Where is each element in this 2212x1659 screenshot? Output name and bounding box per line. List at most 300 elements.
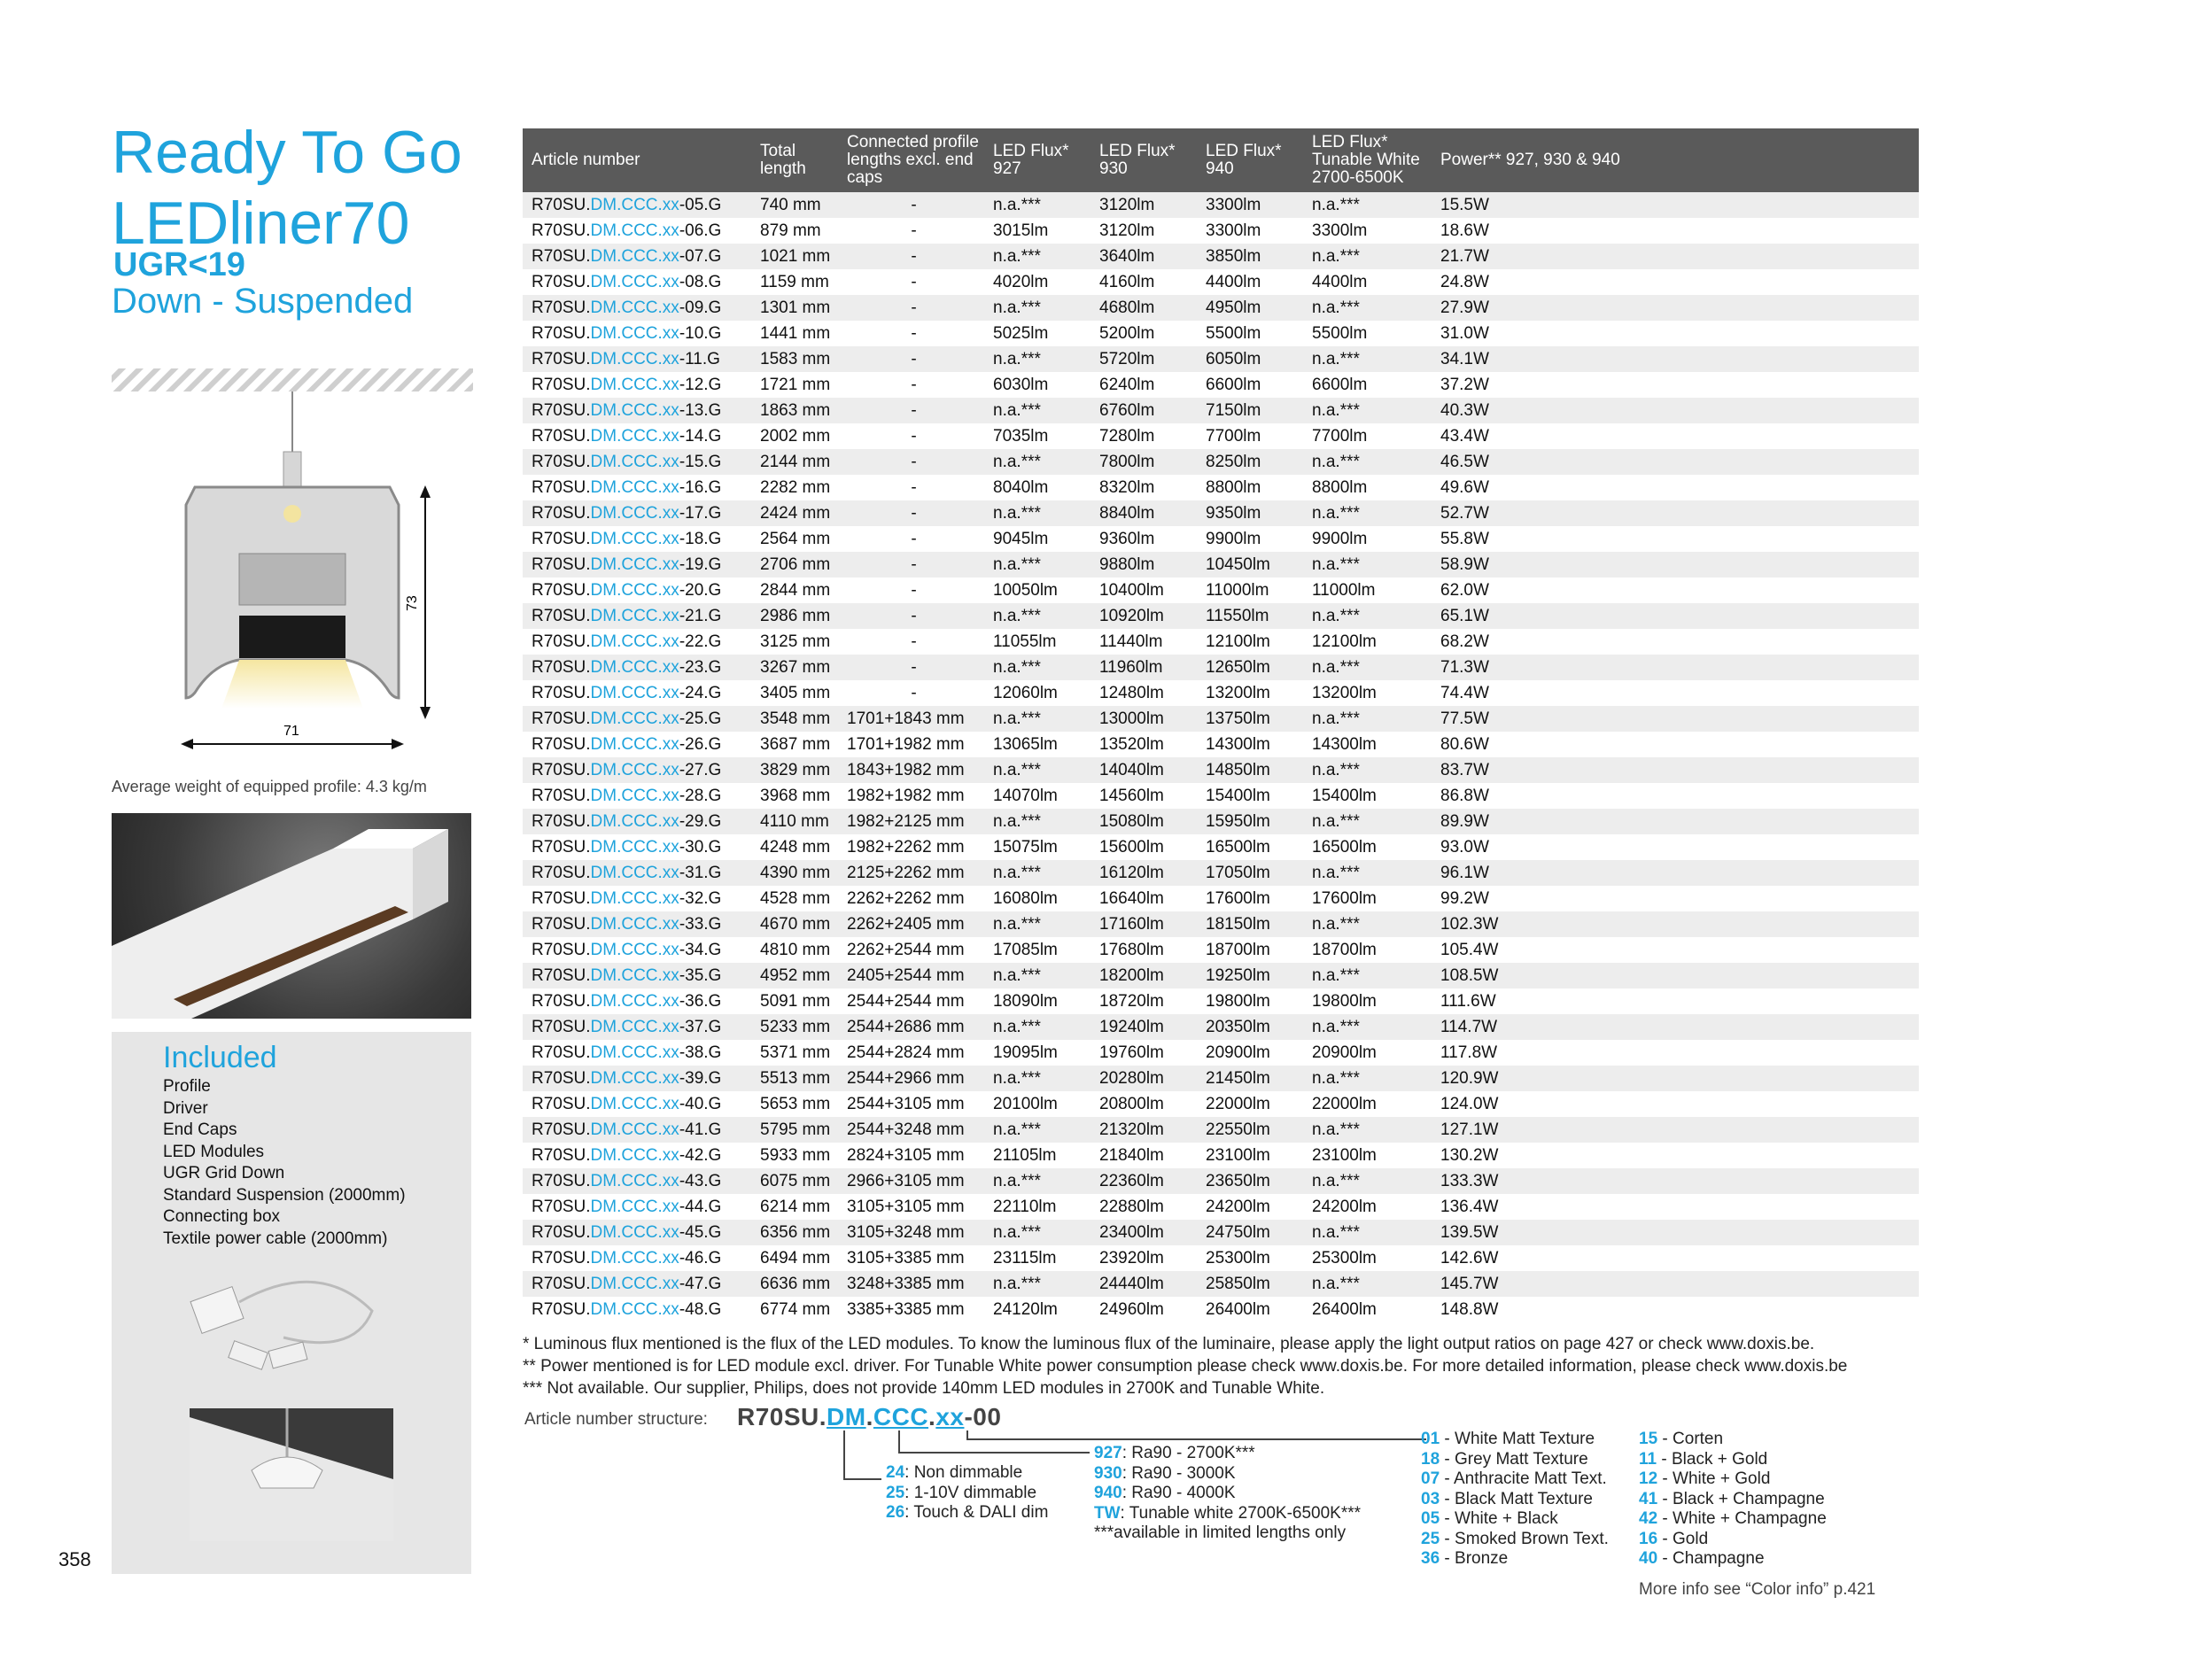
article-number-part: -36.G bbox=[679, 992, 722, 1011]
flux-927-cell: n.a.*** bbox=[984, 1220, 1090, 1245]
length-cell: 2844 mm bbox=[751, 578, 838, 603]
more-info-note: More info see “Color info” p.421 bbox=[1639, 1580, 1876, 1599]
article-number-part: DM.CCC.xx bbox=[590, 504, 679, 523]
legend-item: 25: 1-10V dimmable bbox=[886, 1483, 1037, 1502]
power-cell: 102.3W bbox=[1432, 911, 1919, 937]
flux-tw-cell: n.a.*** bbox=[1303, 963, 1432, 988]
length-cell: 2144 mm bbox=[751, 449, 838, 475]
flux-927-cell: 24120lm bbox=[984, 1297, 1090, 1322]
flux-tw-cell: 12100lm bbox=[1303, 629, 1432, 655]
length-cell: 6774 mm bbox=[751, 1297, 838, 1322]
length-cell: 3267 mm bbox=[751, 655, 838, 680]
table-row bbox=[523, 1297, 1919, 1322]
flux-930-cell: 6240lm bbox=[1090, 372, 1197, 398]
flux-930-cell: 21320lm bbox=[1090, 1117, 1197, 1143]
table-row bbox=[523, 1014, 1919, 1040]
flux-930-cell: 22360lm bbox=[1090, 1168, 1197, 1194]
flux-tw-cell: n.a.*** bbox=[1303, 1220, 1432, 1245]
length-cell: 3405 mm bbox=[751, 680, 838, 706]
article-number-part: -43.G bbox=[679, 1172, 722, 1190]
flux-tw-cell: 7700lm bbox=[1303, 423, 1432, 449]
flux-927-cell: n.a.*** bbox=[984, 860, 1090, 886]
profiles-cell: - bbox=[838, 449, 984, 475]
article-number-part: DM.CCC.xx bbox=[590, 607, 679, 625]
flux-940-cell: 8800lm bbox=[1197, 475, 1303, 500]
length-cell: 1583 mm bbox=[751, 346, 838, 372]
article-number-part: -19.G bbox=[679, 555, 722, 574]
power-cell: 31.0W bbox=[1432, 321, 1919, 346]
code-dot: . bbox=[928, 1403, 936, 1430]
article-number-cell bbox=[523, 1040, 751, 1066]
legend-item: 18 - Grey Matt Texture bbox=[1421, 1449, 1588, 1469]
article-number-cell bbox=[523, 834, 751, 860]
flux-tw-cell: 8800lm bbox=[1303, 475, 1432, 500]
flux-940-cell: 11550lm bbox=[1197, 603, 1303, 629]
article-number-part: DM.CCC.xx bbox=[590, 196, 679, 214]
profiles-cell: 2544+3248 mm bbox=[838, 1117, 984, 1143]
power-cell: 18.6W bbox=[1432, 218, 1919, 244]
article-number-part: DM.CCC.xx bbox=[590, 401, 679, 420]
power-cell: 71.3W bbox=[1432, 655, 1919, 680]
table-row bbox=[523, 1245, 1919, 1271]
flux-940-cell: 10450lm bbox=[1197, 552, 1303, 578]
article-number-part: R70SU. bbox=[532, 1198, 591, 1216]
footnotes bbox=[523, 1333, 1847, 1399]
flux-927-cell: n.a.*** bbox=[984, 655, 1090, 680]
article-number-part: R70SU. bbox=[532, 247, 591, 266]
profiles-cell: 2262+2405 mm bbox=[838, 911, 984, 937]
flux-930-cell: 19760lm bbox=[1090, 1040, 1197, 1066]
article-number-part: -30.G bbox=[679, 838, 722, 857]
article-number-part: DM.CCC.xx bbox=[590, 735, 679, 754]
article-number-cell bbox=[523, 552, 751, 578]
flux-940-cell: 14300lm bbox=[1197, 732, 1303, 757]
flux-927-cell: n.a.*** bbox=[984, 1117, 1090, 1143]
flux-930-cell: 14040lm bbox=[1090, 757, 1197, 783]
flux-927-cell: n.a.*** bbox=[984, 500, 1090, 526]
included-item: UGR Grid Down bbox=[163, 1164, 285, 1182]
power-cell: 74.4W bbox=[1432, 680, 1919, 706]
article-number-cell bbox=[523, 963, 751, 988]
flux-tw-cell: n.a.*** bbox=[1303, 244, 1432, 269]
power-cell: 145.7W bbox=[1432, 1271, 1919, 1297]
flux-930-cell: 15600lm bbox=[1090, 834, 1197, 860]
included-item: Connecting box bbox=[163, 1207, 281, 1226]
flux-940-cell: 6050lm bbox=[1197, 346, 1303, 372]
article-number-cell bbox=[523, 244, 751, 269]
table-row bbox=[523, 834, 1919, 860]
flux-927-cell: n.a.*** bbox=[984, 192, 1090, 218]
profiles-cell: 2966+3105 mm bbox=[838, 1168, 984, 1194]
profiles-cell: 2405+2544 mm bbox=[838, 963, 984, 988]
flux-930-cell: 14560lm bbox=[1090, 783, 1197, 809]
power-cell: 133.3W bbox=[1432, 1168, 1919, 1194]
power-cell: 58.9W bbox=[1432, 552, 1919, 578]
power-cell: 21.7W bbox=[1432, 244, 1919, 269]
profiles-cell: - bbox=[838, 398, 984, 423]
profiles-cell: 2544+2824 mm bbox=[838, 1040, 984, 1066]
legend-item: 41 - Black + Champagne bbox=[1639, 1489, 1825, 1508]
flux-940-cell: 4950lm bbox=[1197, 295, 1303, 321]
power-cell: 142.6W bbox=[1432, 1245, 1919, 1271]
flux-930-cell: 8840lm bbox=[1090, 500, 1197, 526]
flux-927-cell: 18090lm bbox=[984, 988, 1090, 1014]
article-number-part: -08.G bbox=[679, 273, 722, 291]
flux-tw-cell: n.a.*** bbox=[1303, 757, 1432, 783]
article-number-part: -41.G bbox=[679, 1120, 722, 1139]
legend-item: 12 - White + Gold bbox=[1639, 1469, 1771, 1488]
article-number-part: -35.G bbox=[679, 966, 722, 985]
flux-930-cell: 18720lm bbox=[1090, 988, 1197, 1014]
legend-item: 16 - Gold bbox=[1639, 1529, 1709, 1548]
code-ccc: CCC bbox=[873, 1403, 929, 1430]
article-number-part: -11.G bbox=[679, 350, 720, 368]
article-number-part: DM.CCC.xx bbox=[590, 709, 679, 728]
length-cell: 5933 mm bbox=[751, 1143, 838, 1168]
flux-tw-cell: n.a.*** bbox=[1303, 860, 1432, 886]
article-number-part: DM.CCC.xx bbox=[590, 324, 679, 343]
article-number-part: -34.G bbox=[679, 941, 722, 959]
article-number-part: R70SU. bbox=[532, 1146, 591, 1165]
flux-tw-cell: 3300lm bbox=[1303, 218, 1432, 244]
legend-item: 05 - White + Black bbox=[1421, 1509, 1558, 1528]
article-number-part: DM.CCC.xx bbox=[590, 915, 679, 934]
article-number-cell bbox=[523, 1245, 751, 1271]
flux-tw-cell: n.a.*** bbox=[1303, 346, 1432, 372]
table-row bbox=[523, 1271, 1919, 1297]
profiles-cell: - bbox=[838, 423, 984, 449]
flux-940-cell: 26400lm bbox=[1197, 1297, 1303, 1322]
profiles-cell: 1982+2125 mm bbox=[838, 809, 984, 834]
flux-927-cell: 15075lm bbox=[984, 834, 1090, 860]
length-cell: 1721 mm bbox=[751, 372, 838, 398]
length-cell: 2986 mm bbox=[751, 603, 838, 629]
flux-940-cell: 19250lm bbox=[1197, 963, 1303, 988]
legend-item: 940: Ra90 - 4000K bbox=[1094, 1484, 1236, 1502]
article-number-part: DM.CCC.xx bbox=[590, 273, 679, 291]
article-number-cell bbox=[523, 295, 751, 321]
article-number-part: -27.G bbox=[679, 761, 722, 779]
flux-940-cell: 5500lm bbox=[1197, 321, 1303, 346]
article-number-cell bbox=[523, 1220, 751, 1245]
length-cell: 5653 mm bbox=[751, 1091, 838, 1117]
article-number-cell bbox=[523, 346, 751, 372]
flux-927-cell: n.a.*** bbox=[984, 346, 1090, 372]
power-cell: 46.5W bbox=[1432, 449, 1919, 475]
length-cell: 4390 mm bbox=[751, 860, 838, 886]
flux-940-cell: 18150lm bbox=[1197, 911, 1303, 937]
flux-930-cell: 24960lm bbox=[1090, 1297, 1197, 1322]
flux-927-cell: n.a.*** bbox=[984, 603, 1090, 629]
table-row bbox=[523, 398, 1919, 423]
article-number-cell bbox=[523, 449, 751, 475]
flux-930-cell: 12480lm bbox=[1090, 680, 1197, 706]
table-row bbox=[523, 1220, 1919, 1245]
profiles-cell: 1982+1982 mm bbox=[838, 783, 984, 809]
length-cell: 4528 mm bbox=[751, 886, 838, 911]
article-number-part: DM.CCC.xx bbox=[590, 992, 679, 1011]
article-number-part: R70SU. bbox=[532, 1120, 591, 1139]
table-row bbox=[523, 423, 1919, 449]
article-number-part: R70SU. bbox=[532, 941, 591, 959]
flux-930-cell: 13520lm bbox=[1090, 732, 1197, 757]
length-cell: 1863 mm bbox=[751, 398, 838, 423]
power-cell: 40.3W bbox=[1432, 398, 1919, 423]
article-number-part: -31.G bbox=[679, 864, 722, 882]
flux-tw-cell: n.a.*** bbox=[1303, 1271, 1432, 1297]
length-cell: 4952 mm bbox=[751, 963, 838, 988]
article-number-cell bbox=[523, 603, 751, 629]
article-number-part: -48.G bbox=[679, 1300, 722, 1319]
code-dm: DM bbox=[827, 1403, 866, 1430]
flux-940-cell: 3300lm bbox=[1197, 192, 1303, 218]
article-number-part: DM.CCC.xx bbox=[590, 812, 679, 831]
flux-930-cell: 20800lm bbox=[1090, 1091, 1197, 1117]
code-prefix: R70SU. bbox=[737, 1403, 827, 1430]
title-line-1: Ready To Go bbox=[112, 119, 462, 186]
flux-927-cell: 4020lm bbox=[984, 269, 1090, 295]
footnote-3: *** Not available. Our supplier, Philips, does not provide 140mm LED modules in 2700K and Tunable White. bbox=[523, 1379, 1325, 1398]
flux-940-cell: 9900lm bbox=[1197, 526, 1303, 552]
article-number-cell bbox=[523, 526, 751, 552]
flux-930-cell: 3640lm bbox=[1090, 244, 1197, 269]
profiles-cell: 2544+2966 mm bbox=[838, 1066, 984, 1091]
flux-940-cell: 16500lm bbox=[1197, 834, 1303, 860]
flux-927-cell: 17085lm bbox=[984, 937, 1090, 963]
flux-tw-cell: n.a.*** bbox=[1303, 603, 1432, 629]
article-number-part: -18.G bbox=[679, 530, 722, 548]
article-number-part: -05.G bbox=[679, 196, 722, 214]
flux-930-cell: 21840lm bbox=[1090, 1143, 1197, 1168]
length-cell: 5513 mm bbox=[751, 1066, 838, 1091]
structure-label: Article number structure: bbox=[524, 1410, 708, 1429]
article-table bbox=[523, 128, 1919, 1322]
flux-940-cell: 6600lm bbox=[1197, 372, 1303, 398]
header-flux-927: LED Flux* 927 bbox=[984, 128, 1090, 192]
flux-927-cell: n.a.*** bbox=[984, 1014, 1090, 1040]
profiles-cell: - bbox=[838, 346, 984, 372]
article-number-part: R70SU. bbox=[532, 1300, 591, 1319]
article-number-part: DM.CCC.xx bbox=[590, 427, 679, 446]
flux-940-cell: 4400lm bbox=[1197, 269, 1303, 295]
flux-tw-cell: 15400lm bbox=[1303, 783, 1432, 809]
flux-940-cell: 15950lm bbox=[1197, 809, 1303, 834]
article-number-part: DM.CCC.xx bbox=[590, 1300, 679, 1319]
profiles-cell: - bbox=[838, 526, 984, 552]
flux-927-cell: n.a.*** bbox=[984, 1271, 1090, 1297]
included-list bbox=[163, 1076, 406, 1250]
flux-930-cell: 24440lm bbox=[1090, 1271, 1197, 1297]
legend-item: 01 - White Matt Texture bbox=[1421, 1430, 1595, 1448]
length-cell: 2282 mm bbox=[751, 475, 838, 500]
article-number-part: -25.G bbox=[679, 709, 722, 728]
article-number-part: DM.CCC.xx bbox=[590, 761, 679, 779]
article-number-part: DM.CCC.xx bbox=[590, 1198, 679, 1216]
flux-930-cell: 16640lm bbox=[1090, 886, 1197, 911]
flux-927-cell: 7035lm bbox=[984, 423, 1090, 449]
flux-tw-cell: n.a.*** bbox=[1303, 398, 1432, 423]
flux-940-cell: 15400lm bbox=[1197, 783, 1303, 809]
flux-927-cell: 19095lm bbox=[984, 1040, 1090, 1066]
article-number-part: R70SU. bbox=[532, 504, 591, 523]
table-row bbox=[523, 372, 1919, 398]
power-cell: 34.1W bbox=[1432, 346, 1919, 372]
article-number-cell bbox=[523, 321, 751, 346]
article-number-part: R70SU. bbox=[532, 992, 591, 1011]
table-row bbox=[523, 655, 1919, 680]
flux-tw-cell: n.a.*** bbox=[1303, 552, 1432, 578]
cct-legend bbox=[1094, 1444, 1361, 1544]
article-number-part: R70SU. bbox=[532, 298, 591, 317]
flux-tw-cell: n.a.*** bbox=[1303, 1117, 1432, 1143]
article-number-part: R70SU. bbox=[532, 427, 591, 446]
table-row bbox=[523, 449, 1919, 475]
flux-940-cell: 23100lm bbox=[1197, 1143, 1303, 1168]
flux-tw-cell: 17600lm bbox=[1303, 886, 1432, 911]
flux-927-cell: 23115lm bbox=[984, 1245, 1090, 1271]
profiles-cell: - bbox=[838, 218, 984, 244]
article-number-part: DM.CCC.xx bbox=[590, 864, 679, 882]
flux-940-cell: 7150lm bbox=[1197, 398, 1303, 423]
flux-tw-cell: 16500lm bbox=[1303, 834, 1432, 860]
flux-940-cell: 21450lm bbox=[1197, 1066, 1303, 1091]
flux-930-cell: 10920lm bbox=[1090, 603, 1197, 629]
article-number-part: DM.CCC.xx bbox=[590, 838, 679, 857]
product-photo bbox=[112, 813, 471, 1019]
power-cell: 52.7W bbox=[1432, 500, 1919, 526]
length-cell: 4670 mm bbox=[751, 911, 838, 937]
article-number-part: DM.CCC.xx bbox=[590, 1223, 679, 1242]
flux-940-cell: 22550lm bbox=[1197, 1117, 1303, 1143]
article-number-part: DM.CCC.xx bbox=[590, 1043, 679, 1062]
flux-930-cell: 6760lm bbox=[1090, 398, 1197, 423]
article-number-part: DM.CCC.xx bbox=[590, 889, 679, 908]
header-flux-940: LED Flux* 940 bbox=[1197, 128, 1303, 192]
article-number-part: R70SU. bbox=[532, 684, 591, 702]
page-title bbox=[112, 117, 462, 259]
power-cell: 89.9W bbox=[1432, 809, 1919, 834]
article-number-part: DM.CCC.xx bbox=[590, 555, 679, 574]
flux-930-cell: 3120lm bbox=[1090, 218, 1197, 244]
flux-940-cell: 20900lm bbox=[1197, 1040, 1303, 1066]
flux-tw-cell: 23100lm bbox=[1303, 1143, 1432, 1168]
flux-940-cell: 24750lm bbox=[1197, 1220, 1303, 1245]
article-number-part: -40.G bbox=[679, 1095, 722, 1113]
profiles-cell: - bbox=[838, 655, 984, 680]
article-number-cell bbox=[523, 372, 751, 398]
article-number-part: -45.G bbox=[679, 1223, 722, 1242]
flux-930-cell: 13000lm bbox=[1090, 706, 1197, 732]
flux-940-cell: 13200lm bbox=[1197, 680, 1303, 706]
flux-927-cell: n.a.*** bbox=[984, 295, 1090, 321]
article-number-part: R70SU. bbox=[532, 530, 591, 548]
length-cell: 2564 mm bbox=[751, 526, 838, 552]
width-dimension: 71 bbox=[283, 724, 299, 739]
flux-927-cell: 22110lm bbox=[984, 1194, 1090, 1220]
footnote-2: ** Power mentioned is for LED module excl. driver. For Tunable White power consumption please check www.doxis.be. For more detailed information, please check www.doxis.be bbox=[523, 1357, 1848, 1376]
included-item: Standard Suspension (2000mm) bbox=[163, 1185, 406, 1205]
power-cell: 139.5W bbox=[1432, 1220, 1919, 1245]
article-number-part: -37.G bbox=[679, 1018, 722, 1036]
profiles-cell: - bbox=[838, 244, 984, 269]
flux-930-cell: 9880lm bbox=[1090, 552, 1197, 578]
table-row bbox=[523, 757, 1919, 783]
length-cell: 1021 mm bbox=[751, 244, 838, 269]
legend-item: TW: Tunable white 2700K-6500K*** bbox=[1094, 1503, 1362, 1523]
flux-930-cell: 7800lm bbox=[1090, 449, 1197, 475]
length-cell: 6356 mm bbox=[751, 1220, 838, 1245]
length-cell: 1301 mm bbox=[751, 295, 838, 321]
profiles-cell: 1843+1982 mm bbox=[838, 757, 984, 783]
profile-cross-section-drawing bbox=[106, 363, 478, 762]
table-row bbox=[523, 244, 1919, 269]
power-cell: 111.6W bbox=[1432, 988, 1919, 1014]
power-cell: 124.0W bbox=[1432, 1091, 1919, 1117]
flux-930-cell: 17680lm bbox=[1090, 937, 1197, 963]
table-row bbox=[523, 1066, 1919, 1091]
table-row bbox=[523, 1194, 1919, 1220]
article-number-cell bbox=[523, 423, 751, 449]
article-number-cell bbox=[523, 757, 751, 783]
table-row bbox=[523, 629, 1919, 655]
length-cell: 2424 mm bbox=[751, 500, 838, 526]
profiles-cell: - bbox=[838, 500, 984, 526]
power-cell: 86.8W bbox=[1432, 783, 1919, 809]
flux-940-cell: 22000lm bbox=[1197, 1091, 1303, 1117]
flux-927-cell: n.a.*** bbox=[984, 809, 1090, 834]
flux-tw-cell: 18700lm bbox=[1303, 937, 1432, 963]
flux-940-cell: 18700lm bbox=[1197, 937, 1303, 963]
flux-927-cell: 10050lm bbox=[984, 578, 1090, 603]
article-number-part: -42.G bbox=[679, 1146, 722, 1165]
flux-tw-cell: n.a.*** bbox=[1303, 706, 1432, 732]
flux-tw-cell: n.a.*** bbox=[1303, 295, 1432, 321]
length-cell: 879 mm bbox=[751, 218, 838, 244]
header-profiles: Connected profile lengths excl. end caps bbox=[838, 128, 984, 192]
legend-item: 927: Ra90 - 2700K*** bbox=[1094, 1444, 1255, 1462]
article-number-cell bbox=[523, 1194, 751, 1220]
table-row bbox=[523, 706, 1919, 732]
length-cell: 4110 mm bbox=[751, 809, 838, 834]
profiles-cell: 3385+3385 mm bbox=[838, 1297, 984, 1322]
included-item: End Caps bbox=[163, 1120, 237, 1139]
flux-tw-cell: n.a.*** bbox=[1303, 1066, 1432, 1091]
article-number-part: -15.G bbox=[679, 453, 722, 471]
article-number-part: R70SU. bbox=[532, 761, 591, 779]
article-number-part: -39.G bbox=[679, 1069, 722, 1088]
page-number: 358 bbox=[58, 1548, 91, 1570]
table-row bbox=[523, 937, 1919, 963]
power-cell: 37.2W bbox=[1432, 372, 1919, 398]
flux-927-cell: n.a.*** bbox=[984, 706, 1090, 732]
article-number-part: DM.CCC.xx bbox=[590, 966, 679, 985]
table-row bbox=[523, 911, 1919, 937]
length-cell: 5795 mm bbox=[751, 1117, 838, 1143]
mounting-label: Down - Suspended bbox=[112, 282, 414, 321]
suspension-detail-image bbox=[190, 1408, 393, 1541]
flux-927-cell: 9045lm bbox=[984, 526, 1090, 552]
profiles-cell: 1701+1843 mm bbox=[838, 706, 984, 732]
article-number-cell bbox=[523, 732, 751, 757]
header-length: Total length bbox=[751, 128, 838, 192]
length-cell: 3968 mm bbox=[751, 783, 838, 809]
flux-930-cell: 23920lm bbox=[1090, 1245, 1197, 1271]
article-number-part: DM.CCC.xx bbox=[590, 350, 679, 368]
table-header-row bbox=[523, 128, 1919, 192]
article-number-cell bbox=[523, 1014, 751, 1040]
article-number-part: R70SU. bbox=[532, 555, 591, 574]
profiles-cell: 2262+2262 mm bbox=[838, 886, 984, 911]
